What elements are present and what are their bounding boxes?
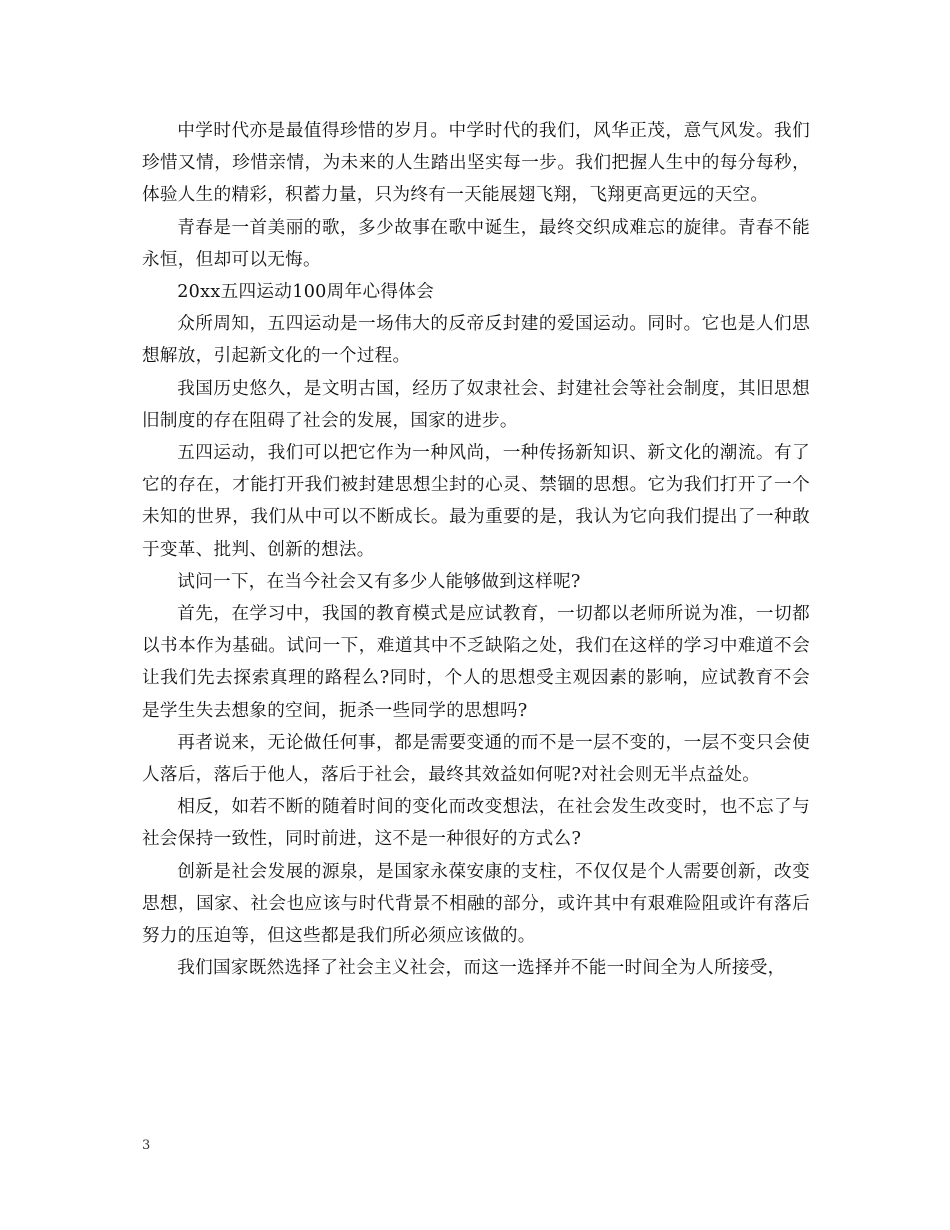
paragraph: 众所周知，五四运动是一场伟大的反帝反封建的爱国运动。同时。它也是人们思想解放，引起新文化的一个过程。 <box>142 314 810 367</box>
paragraph: 相反，如若不断的随着时间的变化而改变想法，在社会发生改变时，也不忘了与社会保持一致性，同时前进，这不是一种很好的方式么? <box>142 797 810 850</box>
paragraph: 中学时代亦是最值得珍惜的岁月。中学时代的我们，风华正茂，意气风发。我们珍惜又情，珍惜亲情，为未来的人生踏出坚实每一步。我们把握人生中的每分每秒，体验人生的精彩，积蓄力量，只为终有一天能展翅飞翔，飞翔更高更远的天空。 <box>142 121 810 206</box>
paragraph: 首先，在学习中，我国的教育模式是应试教育，一切都以老师所说为准，一切都以书本作为基础。试问一下，难道其中不乏缺陷之处，我们在这样的学习中难道不会让我们先去探索真理的路程么?同时，个人的思想受主观因素的影响，应试教育不会是学生失去想象的空间，扼杀一些同学的思想吗? <box>142 604 810 721</box>
paragraph: 再者说来，无论做任何事，都是需要变通的而不是一层不变的，一层不变只会使人落后，落后于他人，落后于社会，最终其效益如何呢?对社会则无半点益处。 <box>142 732 810 786</box>
page-number: 3 <box>142 1138 151 1153</box>
section-title: 20xx五四运动100周年心得体会 <box>177 282 435 303</box>
paragraph: 我们国家既然选择了社会主义社会，而这一选择并不能一时间全为人所接受， <box>177 958 786 979</box>
paragraph: 五四运动，我们可以把它作为一种风尚，一种传扬新知识、新文化的潮流。有了它的存在，才能打开我们被封建思想尘封的心灵、禁锢的思想。它为我们打开了一个未知的世界，我们从中可以不断成长。最为重要的是，我认为它向我们提出了一种敢于变革、批判、创新的想法。 <box>142 443 810 560</box>
paragraph: 青春是一首美丽的歌，多少故事在歌中诞生，最终交织成难忘的旋律。青春不能永恒，但却可以无悔。 <box>142 217 810 270</box>
document-body <box>142 115 810 984</box>
paragraph: 试问一下，在当今社会又有多少人能够做到这样呢? <box>177 571 581 592</box>
paragraph: 创新是社会发展的源泉，是国家永葆安康的支柱，不仅仅是个人需要创新，改变思想，国家、社会也应该与时代背景不相融的部分，或许其中有艰难险阻或许有落后努力的压迫等，但这些都是我们所必须应该做的。 <box>142 861 810 947</box>
paragraph: 我国历史悠久，是文明古国，经历了奴隶社会、封建社会等社会制度，其旧思想旧制度的存在阻碍了社会的发展，国家的进步。 <box>142 378 810 431</box>
